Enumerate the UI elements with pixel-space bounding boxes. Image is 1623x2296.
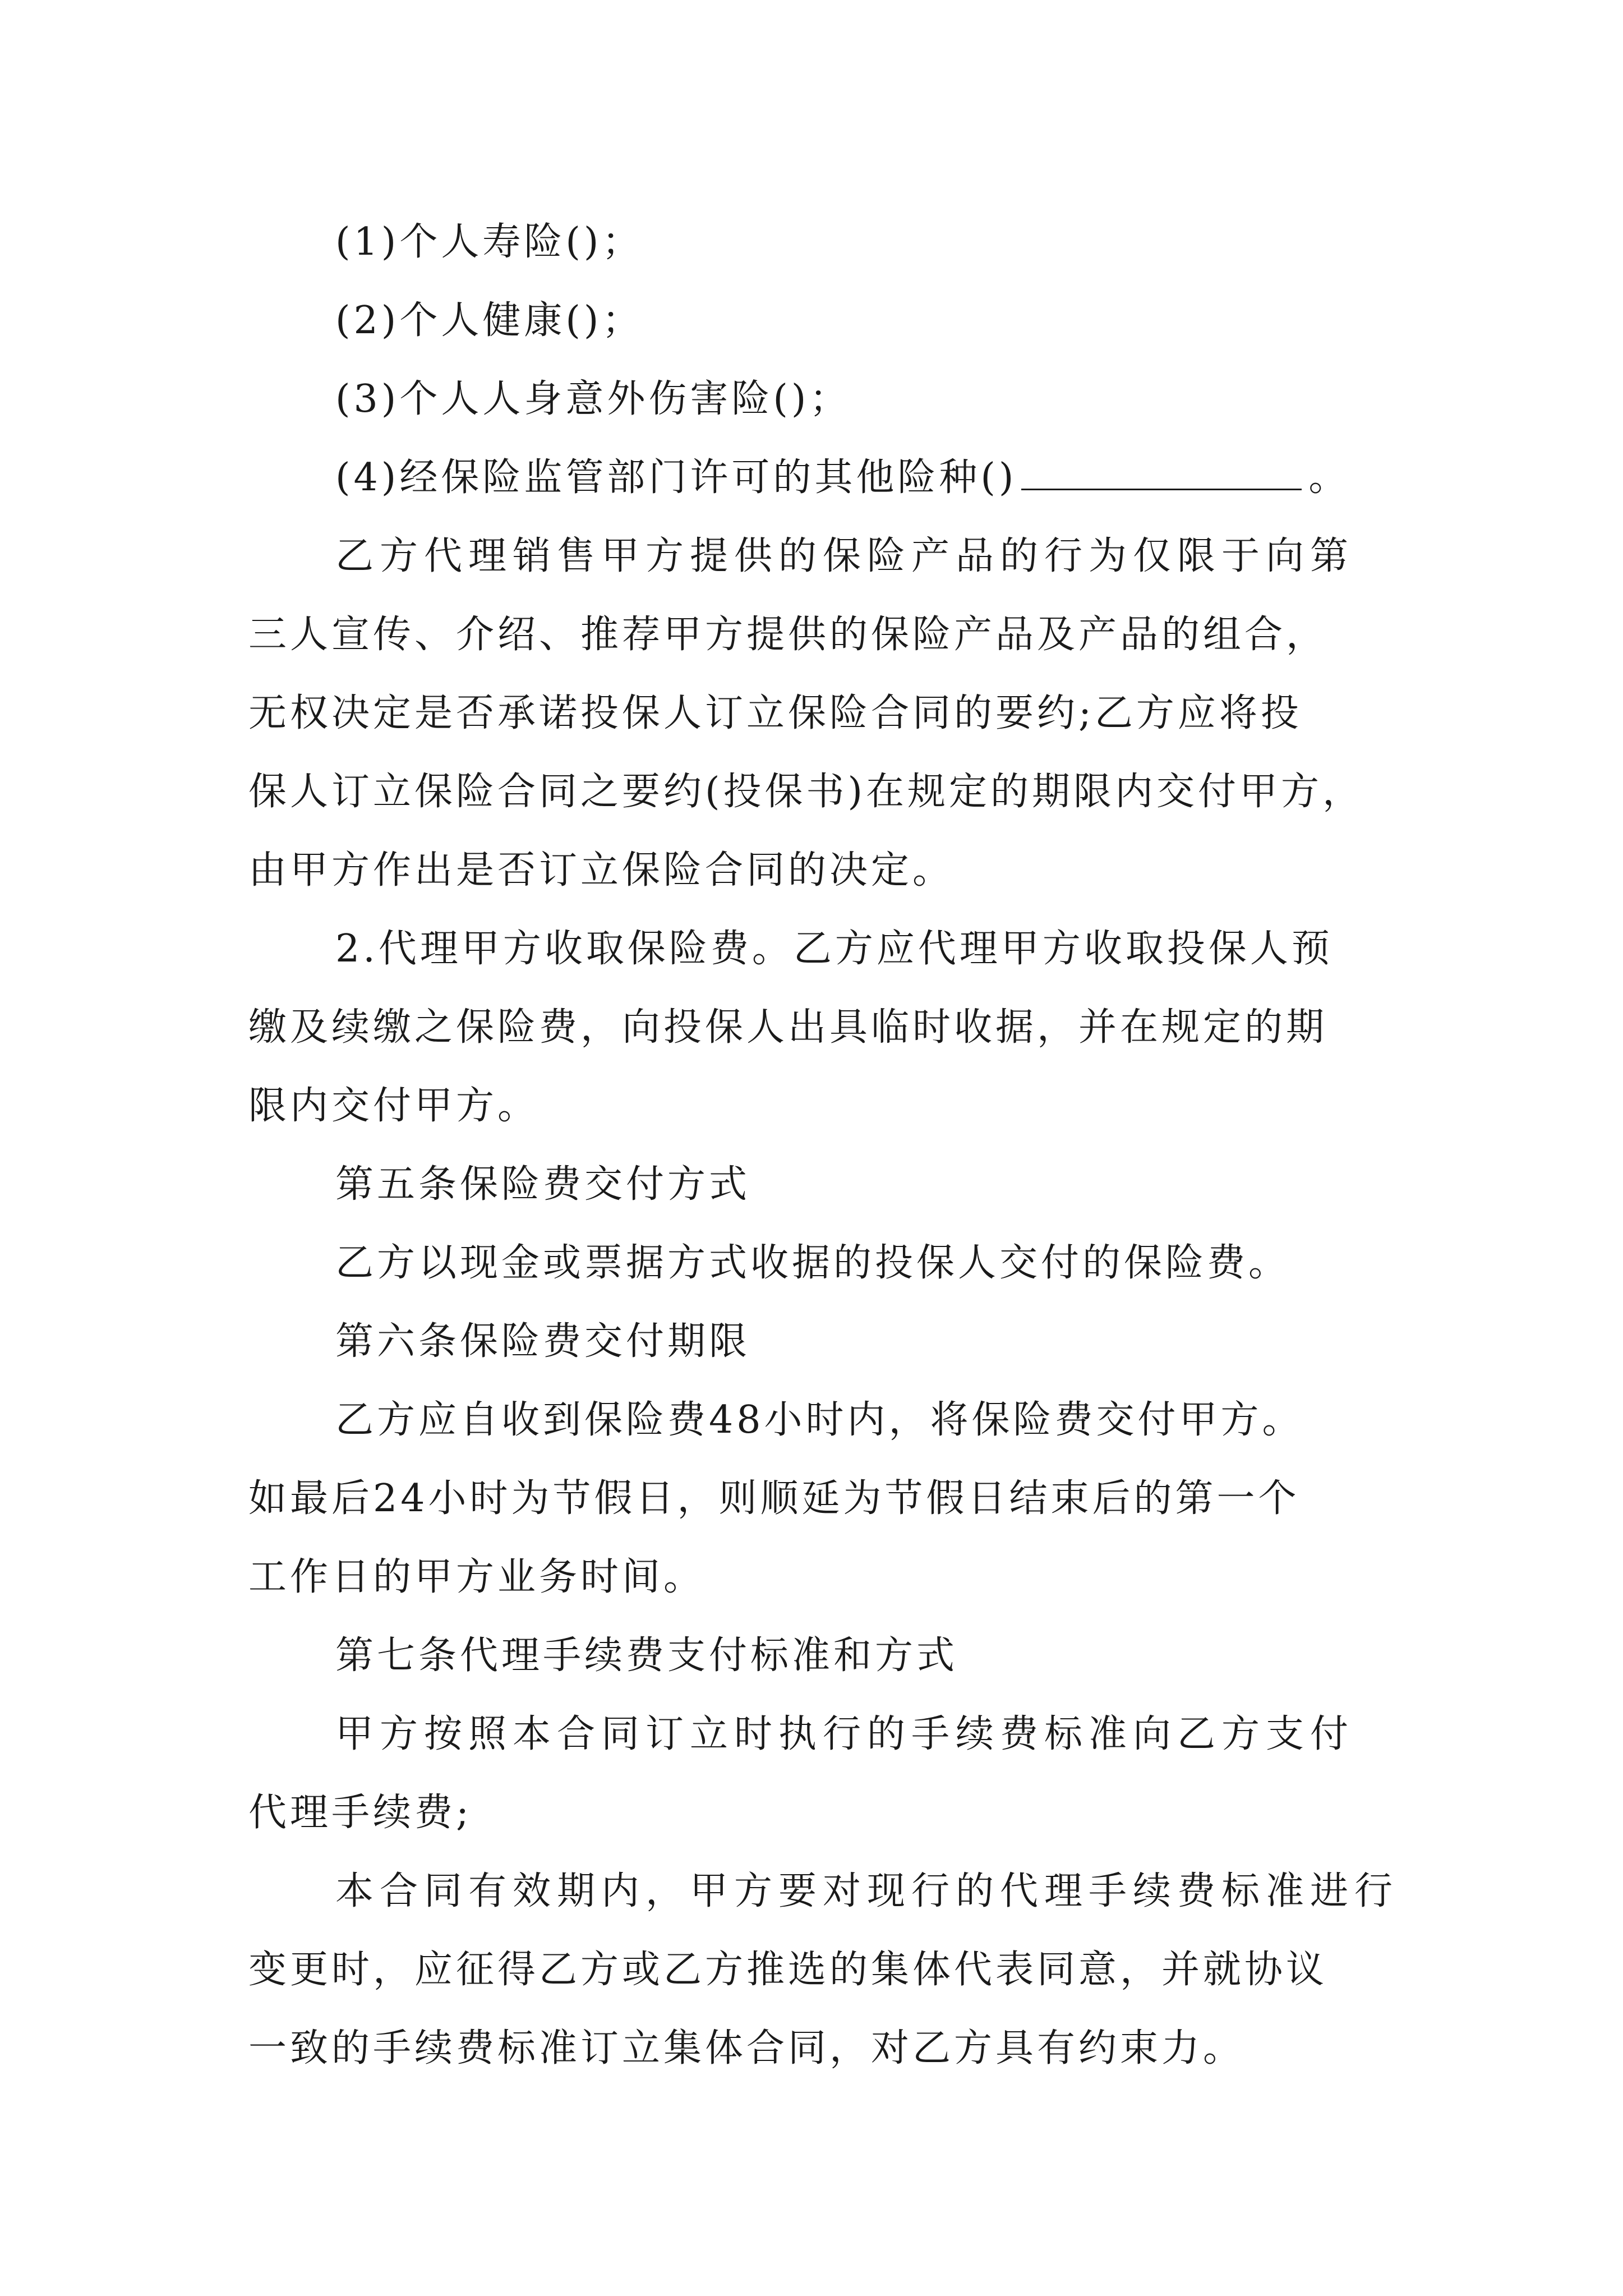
paragraph-line: 乙方代理销售甲方提供的保险产品的行为仅限于向第	[335, 534, 1355, 578]
paragraph-line: 乙方应自收到保险费48小时内，将保险费交付甲方。	[335, 1398, 1304, 1442]
paragraph-line: 工作日的甲方业务时间。	[248, 1555, 706, 1599]
section-heading-7: 第七条代理手续费支付标准和方式	[335, 1634, 958, 1678]
paragraph-line: 保人订立保险合同之要约(投保书)在规定的期限内交付甲方，	[248, 770, 1364, 814]
paragraph-line: 三人宣传、介绍、推荐甲方提供的保险产品及产品的组合，	[248, 613, 1328, 657]
item-line-4-end: 。	[1308, 455, 1350, 500]
paragraph-line: 变更时，应征得乙方或乙方推选的集体代表同意，并就协议	[248, 1948, 1328, 1992]
paragraph-line: 由甲方作出是否订立保险合同的决定。	[248, 848, 955, 892]
paragraph-line: 代理手续费;	[248, 1791, 472, 1835]
item-line-3: (3)个人人身意外伤害险()；	[335, 377, 851, 421]
paragraph-line: 一致的手续费标准订立集体合同，对乙方具有约束力。	[248, 2026, 1245, 2070]
paragraph-line: 缴及续缴之保险费，向投保人出具临时收据，并在规定的期	[248, 1005, 1328, 1050]
paragraph-line: 无权决定是否承诺投保人订立保险合同的要约;乙方应将投	[248, 691, 1302, 735]
item-line-4-text: (4)经保险监管部门许可的其他险种()	[335, 455, 1017, 500]
paragraph-line: 2.代理甲方收取保险费。乙方应代理甲方收取投保人预	[335, 927, 1333, 971]
fill-in-blank	[1021, 455, 1302, 490]
paragraph-line: 如最后24小时为节假日，则顺延为节假日结束后的第一个	[248, 1476, 1300, 1521]
paragraph-line: 乙方以现金或票据方式收据的投保人交付的保险费。	[335, 1241, 1290, 1285]
item-line-2: (2)个人健康()；	[335, 298, 644, 343]
item-line-1: (1)个人寿险()；	[335, 220, 644, 264]
item-line-4	[335, 439, 1404, 517]
paragraph-line: 限内交付甲方。	[248, 1084, 540, 1128]
paragraph-line: 本合同有效期内，甲方要对现行的代理手续费标准进行	[335, 1869, 1399, 1913]
section-heading-5: 第五条保险费交付方式	[335, 1162, 751, 1207]
section-heading-6: 第六条保险费交付期限	[335, 1319, 751, 1364]
paragraph-line: 甲方按照本合同订立时执行的手续费标准向乙方支付	[335, 1712, 1355, 1756]
